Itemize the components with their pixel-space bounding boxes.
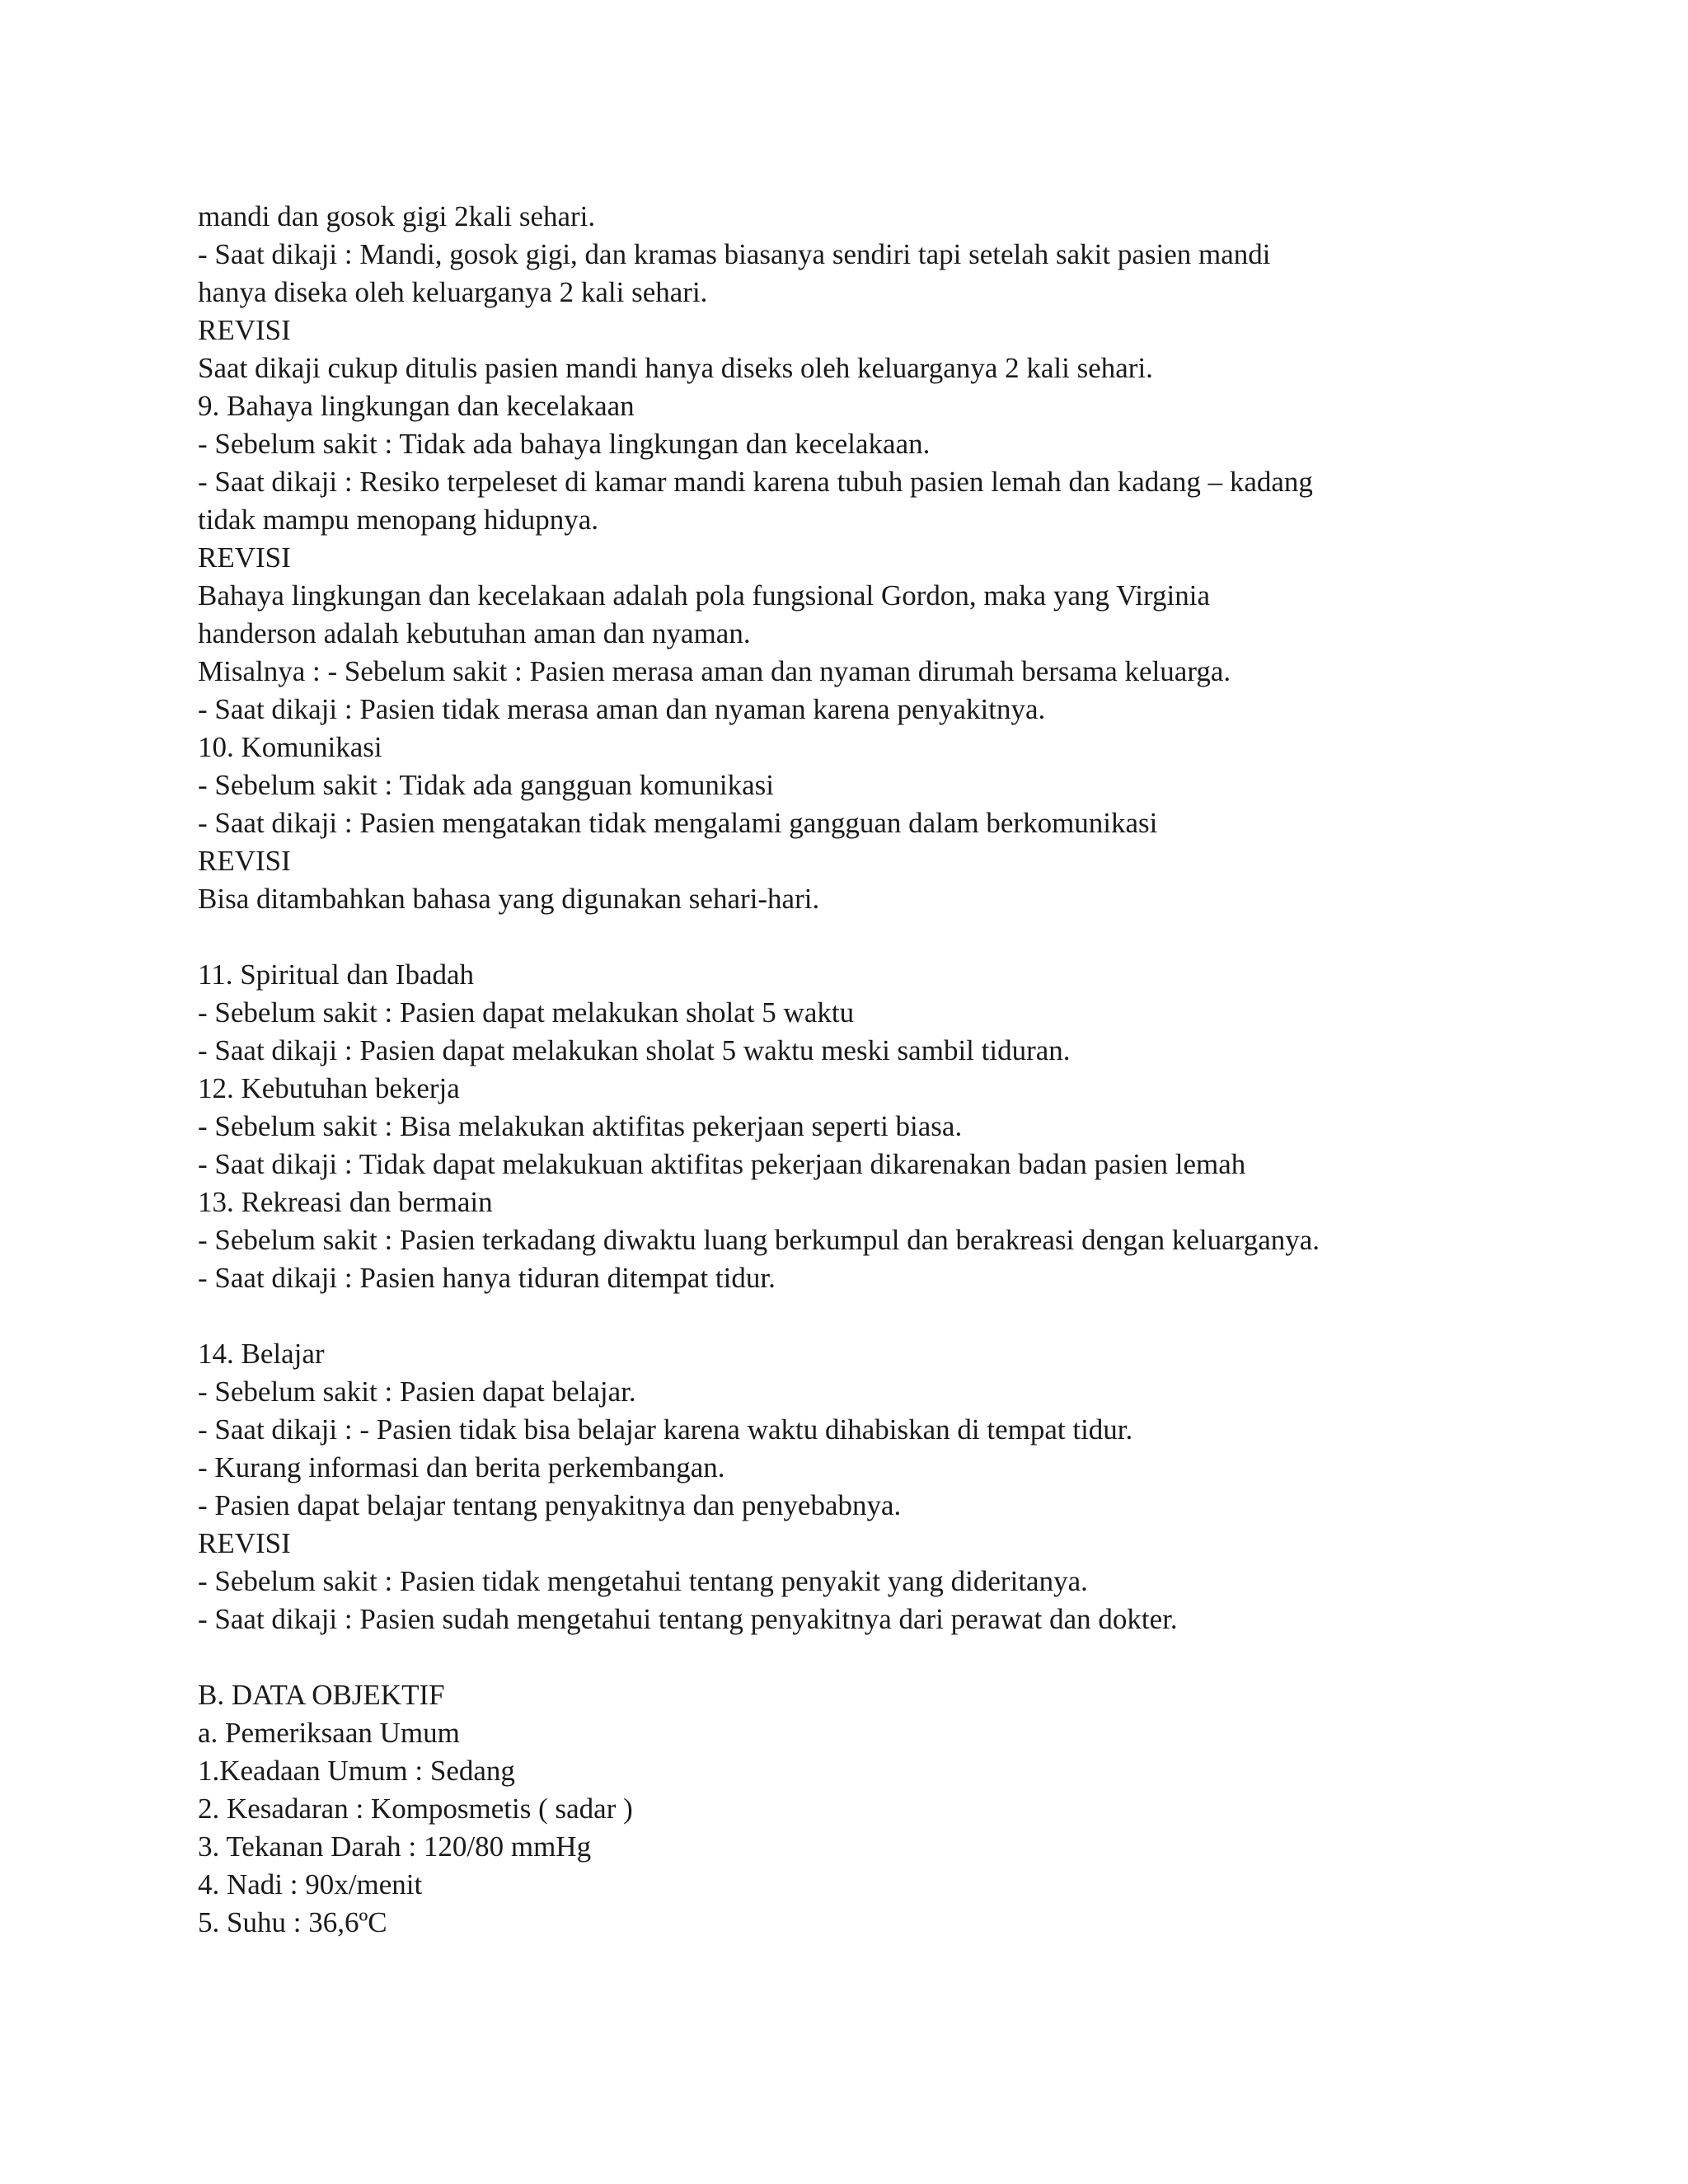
text-line: - Sebelum sakit : Pasien dapat melakukan sholat 5 waktu: [198, 996, 855, 1029]
text-line: - Saat dikaji : - Pasien tidak bisa belajar karena waktu dihabiskan di tempat tidur.: [198, 1413, 1133, 1446]
blank-line: [198, 1638, 1484, 1676]
text-line: - Saat dikaji : Pasien mengatakan tidak mengalami gangguan dalam berkomunikasi: [198, 807, 1158, 839]
text-line: 10. Komunikasi: [198, 731, 382, 763]
text-line: 3. Tekanan Darah : 120/80 mmHg: [198, 1830, 592, 1863]
text-line: - Sebelum sakit : Tidak ada bahaya lingkungan dan kecelakaan.: [198, 428, 931, 460]
text-line: Bahaya lingkungan dan kecelakaan adalah pola fungsional Gordon, maka yang Virginia: [198, 579, 1211, 612]
text-line: 13. Rekreasi dan bermain: [198, 1186, 493, 1218]
text-line: B. DATA OBJEKTIF: [198, 1679, 445, 1711]
text-line: 12. Kebutuhan bekerja: [198, 1072, 460, 1104]
text-line: - Sebelum sakit : Pasien dapat belajar.: [198, 1376, 636, 1408]
text-line: - Sebelum sakit : Pasien terkadang diwaktu luang berkumpul dan berakreasi dengan keluarganya.: [198, 1224, 1320, 1256]
text-line: - Saat dikaji : Pasien hanya tiduran ditempat tidur.: [198, 1262, 776, 1294]
text-line: 5. Suhu : 36,6ºC: [198, 1906, 387, 1938]
text-line: REVISI: [198, 845, 291, 877]
document-body: [198, 198, 1484, 1942]
text-line: - Saat dikaji : Mandi, gosok gigi, dan kramas biasanya sendiri tapi setelah sakit pasien mandi: [198, 238, 1271, 270]
text-line: 9. Bahaya lingkungan dan kecelakaan: [198, 390, 635, 422]
blank-line: [198, 1297, 1484, 1335]
text-line: - Sebelum sakit : Tidak ada gangguan komunikasi: [198, 769, 774, 801]
text-line: Saat dikaji cukup ditulis pasien mandi hanya diseks oleh keluarganya 2 kali sehari.: [198, 352, 1153, 384]
text-line: - Sebelum sakit : Pasien tidak mengetahui tentang penyakit yang dideritanya.: [198, 1565, 1088, 1597]
text-line: - Saat dikaji : Tidak dapat melakukuan aktifitas pekerjaan dikarenakan badan pasien lemah: [198, 1148, 1246, 1180]
text-line: Misalnya : - Sebelum sakit : Pasien merasa aman dan nyaman dirumah bersama keluarga.: [198, 655, 1231, 687]
text-line: REVISI: [198, 1527, 291, 1559]
text-line: mandi dan gosok gigi 2kali sehari.: [198, 200, 596, 232]
text-line: - Kurang informasi dan berita perkembangan.: [198, 1451, 725, 1483]
text-line: - Saat dikaji : Pasien tidak merasa aman dan nyaman karena penyakitnya.: [198, 693, 1046, 725]
text-line: - Saat dikaji : Pasien sudah mengetahui tentang penyakitnya dari perawat dan dokter.: [198, 1603, 1178, 1635]
blank-line: [198, 918, 1484, 956]
text-line: - Saat dikaji : Pasien dapat melakukan sholat 5 waktu meski sambil tiduran.: [198, 1034, 1071, 1066]
text-line: 2. Kesadaran : Komposmetis ( sadar ): [198, 1793, 633, 1825]
text-line: tidak mampu menopang hidupnya.: [198, 504, 599, 536]
text-line: handerson adalah kebutuhan aman dan nyaman.: [198, 617, 751, 649]
text-line: 1.Keadaan Umum : Sedang: [198, 1755, 515, 1787]
text-line: a. Pemeriksaan Umum: [198, 1717, 460, 1749]
text-line: - Sebelum sakit : Bisa melakukan aktifitas pekerjaan seperti biasa.: [198, 1110, 963, 1142]
text-line: Bisa ditambahkan bahasa yang digunakan sehari-hari.: [198, 883, 820, 915]
text-line: 14. Belajar: [198, 1338, 325, 1370]
text-line: hanya diseka oleh keluarganya 2 kali sehari.: [198, 276, 708, 308]
text-line: 4. Nadi : 90x/menit: [198, 1868, 423, 1900]
text-line: REVISI: [198, 314, 291, 346]
text-line: 11. Spiritual dan Ibadah: [198, 958, 475, 991]
text-line: - Pasien dapat belajar tentang penyakitnya dan penyebabnya.: [198, 1489, 902, 1521]
text-line: - Saat dikaji : Resiko terpeleset di kamar mandi karena tubuh pasien lemah dan kadang – kadang: [198, 466, 1313, 498]
text-line: REVISI: [198, 541, 291, 574]
